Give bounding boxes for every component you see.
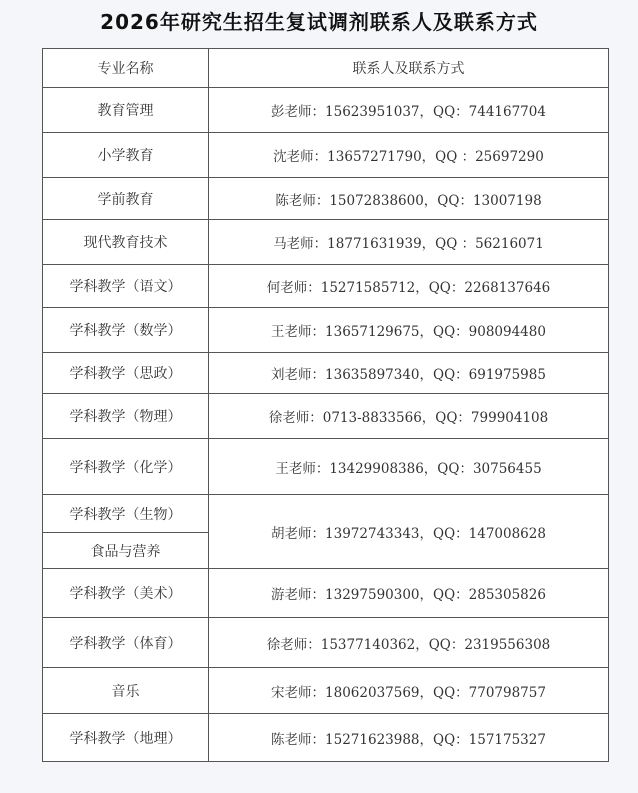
major-cell: 学科教学（地理） [43, 714, 209, 762]
header-contact: 联系人及联系方式 [209, 49, 609, 88]
major-cell: 学科教学（生物） [43, 495, 209, 533]
page-title: 2026年研究生招生复试调剂联系人及联系方式 [100, 10, 538, 34]
table-row [43, 308, 609, 353]
major-cell: 现代教育技术 [43, 220, 209, 265]
table-row [43, 265, 609, 308]
table-row [43, 714, 609, 762]
contact-cell: 徐老师：15377140362，QQ：2319556308 [209, 618, 609, 668]
contact-cell: 徐老师：0713-8833566，QQ：799904108 [209, 394, 609, 439]
table-row [43, 394, 609, 439]
contact-cell: 王老师：13429908386，QQ：30756455 [209, 439, 609, 495]
table-row [43, 569, 609, 618]
major-cell: 学前教育 [43, 178, 209, 220]
major-cell: 学科教学（语文） [43, 265, 209, 308]
major-cell: 学科教学（体育） [43, 618, 209, 668]
contact-cell: 刘老师：13635897340，QQ：691975985 [209, 353, 609, 394]
contact-cell: 彭老师：15623951037，QQ：744167704 [209, 88, 609, 133]
table-row [43, 133, 609, 178]
table-row [43, 439, 609, 495]
table-row [43, 88, 609, 133]
major-cell: 学科教学（化学） [43, 439, 209, 495]
contact-cell: 胡老师：13972743343，QQ：147008628 [209, 495, 609, 569]
major-cell: 食品与营养 [43, 533, 209, 569]
contact-cell: 何老师：15271585712，QQ：2268137646 [209, 265, 609, 308]
contact-cell: 陈老师：15072838600，QQ：13007198 [209, 178, 609, 220]
table-row [43, 495, 609, 533]
contact-cell: 沈老师：13657271790，QQ ：25697290 [209, 133, 609, 178]
major-cell: 学科教学（美术） [43, 569, 209, 618]
contact-cell: 马老师：18771631939，QQ ：56216071 [209, 220, 609, 265]
major-cell: 学科教学（思政） [43, 353, 209, 394]
major-cell: 学科教学（数学） [43, 308, 209, 353]
table-row [43, 668, 609, 714]
contact-cell: 宋老师：18062037569，QQ：770798757 [209, 668, 609, 714]
major-cell: 学科教学（物理） [43, 394, 209, 439]
table-row [43, 178, 609, 220]
major-cell: 音乐 [43, 668, 209, 714]
major-cell: 小学教育 [43, 133, 209, 178]
header-major: 专业名称 [43, 49, 209, 88]
major-cell: 教育管理 [43, 88, 209, 133]
contact-cell: 王老师：13657129675，QQ：908094480 [209, 308, 609, 353]
table-row [43, 618, 609, 668]
table-row [43, 353, 609, 394]
contact-table [42, 48, 609, 762]
table-header-row [43, 49, 609, 88]
contact-cell: 游老师：13297590300，QQ：285305826 [209, 569, 609, 618]
contact-cell: 陈老师：15271623988，QQ：157175327 [209, 714, 609, 762]
table-row [43, 220, 609, 265]
